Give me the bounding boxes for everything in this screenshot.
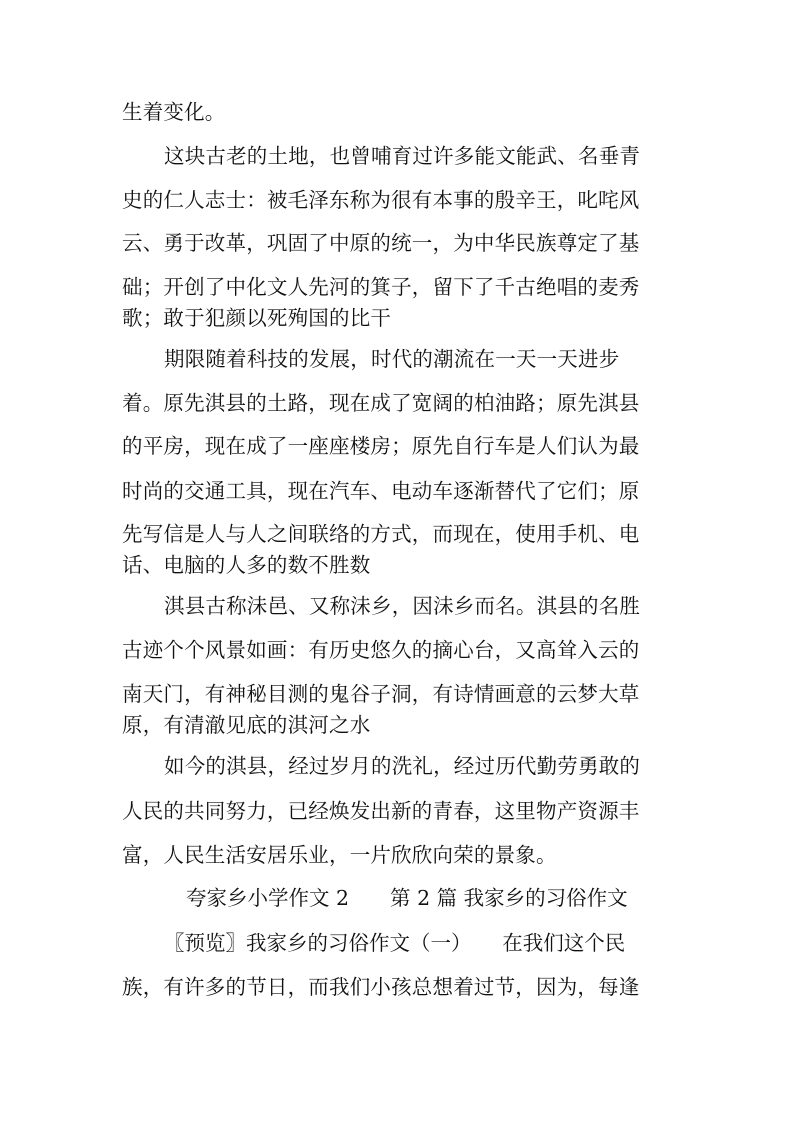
paragraph-line: 歌；敢于犯颜以死殉国的比干	[122, 306, 392, 330]
paragraph-line: 族，有许多的节日，而我们小孩总想着过节，因为，每逢	[122, 975, 640, 999]
paragraph-line: 人民的共同努力，已经焕发出新的青春，这里物产资源丰	[122, 799, 640, 823]
paragraph-line: 这块古老的土地，也曾哺育过许多能文能武、名垂青	[164, 144, 641, 168]
paragraph-line: 南天门，有神秘目测的鬼谷子洞，有诗情画意的云梦大草	[122, 682, 640, 706]
paragraph-line: 期限随着科技的发展，时代的潮流在一天一天进步	[164, 347, 620, 371]
paragraph-line: 时尚的交通工具，现在汽车、电动车逐渐替代了它们；原	[122, 479, 640, 503]
paragraph-line: 先写信是人与人之间联络的方式，而现在，使用手机、电	[122, 522, 640, 546]
paragraph-line: 云、勇于改革，巩固了中原的统一，为中华民族尊定了基	[122, 231, 640, 255]
paragraph-line: 话、电脑的人多的数不胜数	[122, 553, 371, 577]
paragraph-line: 史的仁人志士：被毛泽东称为很有本事的殷辛王，叱咤风	[122, 188, 640, 212]
paragraph-line: 古迹个个风景如画：有历史悠久的摘心台，又高耸入云的	[122, 638, 640, 662]
paragraph-line: 原，有清澈见底的淇河之水	[122, 713, 371, 737]
section-heading: 夸家乡小学作文 2 第 2 篇 我家乡的习俗作文	[186, 886, 628, 910]
paragraph-line: 础；开创了中化文人先河的箕子，留下了千古绝唱的麦秀	[122, 275, 640, 299]
paragraph-line: 如今的淇县，经过岁月的洗礼，经过历代勤劳勇敢的	[164, 754, 641, 778]
paragraph-line: 淇县古称沬邑、又称沬乡，因沬乡而名。淇县的名胜	[164, 594, 641, 618]
paragraph-line: 着。原先淇县的土路，现在成了宽阔的柏油路；原先淇县	[122, 391, 640, 415]
paragraph-line: 富，人民生活安居乐业，一片欣欣向荣的景象。	[122, 843, 557, 867]
text-line: 生着变化。	[122, 100, 226, 124]
preview-line: 〖预览〗我家乡的习俗作文（一） 在我们这个民	[164, 931, 626, 955]
paragraph-line: 的平房，现在成了一座座楼房；原先自行车是人们认为最	[122, 434, 640, 458]
